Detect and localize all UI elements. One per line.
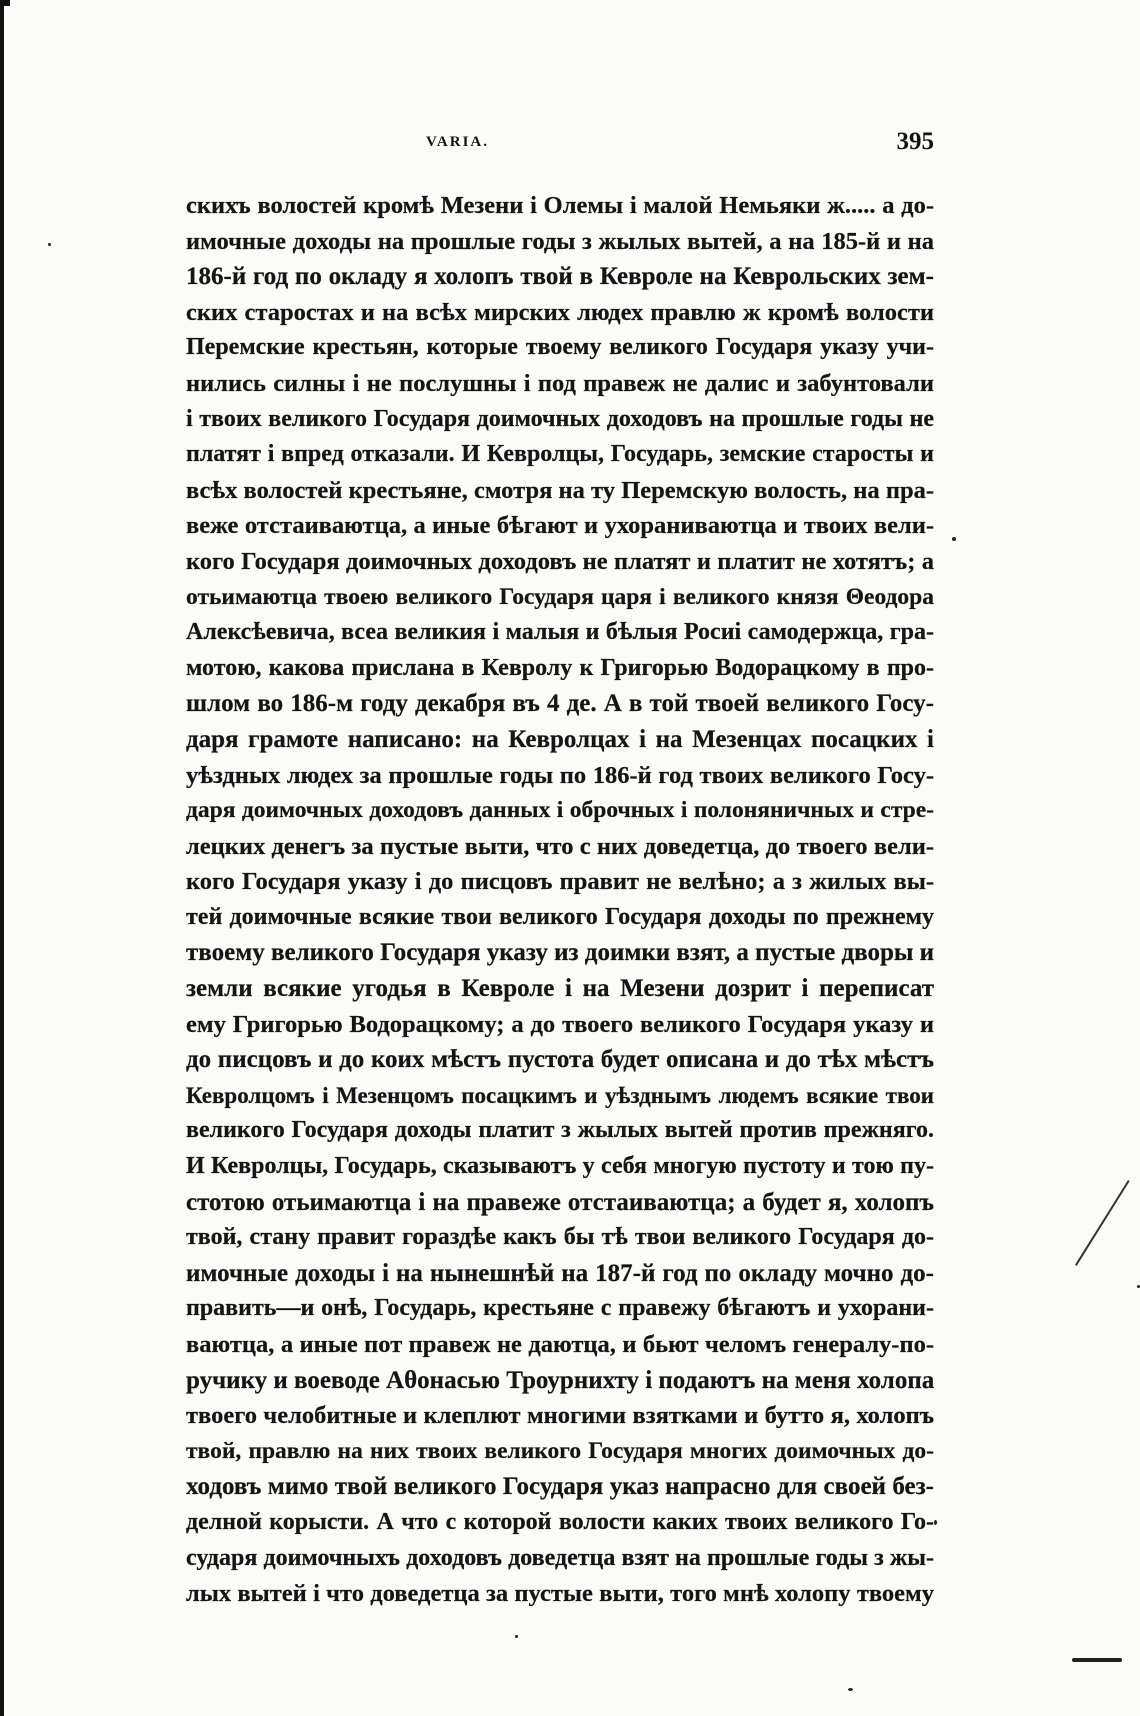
scan-speck [515,1635,518,1638]
text-line: ему Григорью Водорацкому; а до твоего великого Государя указу и [186,1010,934,1038]
text-line: шлом во 186-м году декабря въ 4 де. А в той твоей великого Госу- [186,690,934,718]
text-line: уѣздных людех за прошлые годы по 186-й год твоих великого Госу- [186,761,934,789]
text-line: править—и онѣ, Государь, крестьяне с правежу бѣгаютъ и ухорани- [186,1295,934,1322]
text-line: ручику и воеводе Аθонасью Троурнихту і подаютъ на меня холопа [186,1366,935,1394]
text-line: кого Государя доимочных доходовъ не платят и платит не хотятъ; а [186,547,934,575]
running-title: VARIA. [426,134,489,150]
text-line: имочные доходы на прошлые годы з жылых вытей, а на 185-й и на [186,227,934,255]
text-line: Кевролцомъ і Мезенцомъ посацкимъ и уѣзднымъ людемъ всякие твои [186,1082,934,1108]
text-line: даря грамоте написано: на Кевролцах і на Мезенцах посацких і [186,725,934,753]
text-line: лых вытей і что доведетца за пустые выти, того мнѣ холопу твоему [186,1580,934,1608]
text-line: веже отстаиваютца, а иные бѣгают и ухораниваютца и твоих вели- [186,512,934,540]
text-line: твой, правлю на них твоих великого Государя многих доимочных до- [186,1437,934,1464]
text-line: стотою отьимаютца і на правеже отстаиваютца; а будет я, холопъ [186,1188,934,1216]
text-line: отьимаютца твоею великого Государя царя і великого князя Θеодора [186,583,934,610]
text-line: ских старостах и на всѣх мирских людех правлю ж кромѣ волости [186,298,934,326]
text-line: твоего челобитные и клеплют многими взятками и бутто я, холопъ [186,1402,934,1430]
text-line: кого Государя указу і до писцовъ правит не велѣно; а з жилых вы- [186,868,934,896]
scan-speck [934,1520,937,1525]
running-header [186,128,934,168]
text-line: твой, стану правит гораздѣе какъ бы тѣ твои великого Государя до- [186,1224,934,1251]
text-line: 186-й год по окладу я холопъ твой в Кевроле на Кеврольских зем- [186,263,934,291]
text-line: мотою, какова прислана в Кевролу к Григорью Водорацкому в про- [186,654,934,681]
page-corner-mark [4,0,10,6]
text-line: нились силны і не послушны і под правеж не далис и забунтовали [186,369,934,397]
page-number: 395 [896,128,934,155]
scan-smudge [1072,1658,1122,1662]
text-line: до писцовъ и до коих мѣстъ пустота будет описана и до тѣх мѣстъ [186,1046,934,1074]
scan-speck [848,1688,853,1691]
text-line: скихъ волостей кромѣ Мезени і Олемы і малой Немьяки ж..... а до- [186,192,934,219]
text-line: делной корысти. А что с которой волости каких твоих великого Го- [186,1508,934,1535]
text-line: ваютца, а иные пот правеж не даютца, и бьют челомъ генералу-по- [186,1331,934,1358]
body-text [186,188,934,1612]
text-line: даря доимочных доходовъ данных і оброчных і полоняничных и стре- [186,797,934,824]
text-line: ходовъ мимо твой великого Государя указ напрасно для своей без- [186,1473,934,1501]
scan-speck [952,537,956,541]
page-left-edge [0,0,4,1716]
text-line: лецких денегъ за пустые выти, что с них доведетца, до твоего вели- [186,832,934,860]
text-line: имочные доходы і на нынешнѣй на 187-й год по окладу мочно до- [186,1259,934,1287]
text-line: земли всякие угодья в Кевроле і на Мезени дозрит і переписат [186,975,934,1003]
scan-speck [48,243,51,246]
text-line: Алексѣевича, всеа великия і малыя и бѣлыя Росиі самодержца, гра- [186,619,934,646]
text-line: твоему великого Государя указу из доимки взят, а пустые дворы и [186,939,935,967]
text-line: і твоих великого Государя доимочных доходовъ на прошлые годы не [186,405,934,432]
text-line: И Кевролцы, Государь, сказываютъ у себя многую пустоту и тою пу- [186,1153,934,1180]
text-line: всѣх волостей крестьяне, смотря на ту Перемскую волость, на пра- [186,476,934,504]
text-line: Перемские крестьян, которые твоему великого Государя указу учи- [186,334,934,361]
text-line: тей доимочные всякие твои великого Государя доходы по прежнему [186,903,934,930]
text-line: сударя доимочныхъ доходовъ доведетца взят на прошлые годы з жы- [186,1544,934,1571]
text-line: платят і впред отказали. И Кевролцы, Государь, земские старосты и [186,441,934,468]
text-line: великого Государя доходы платит з жылых вытей против прежняго. [186,1117,934,1144]
scan-scratch [1075,1180,1130,1266]
